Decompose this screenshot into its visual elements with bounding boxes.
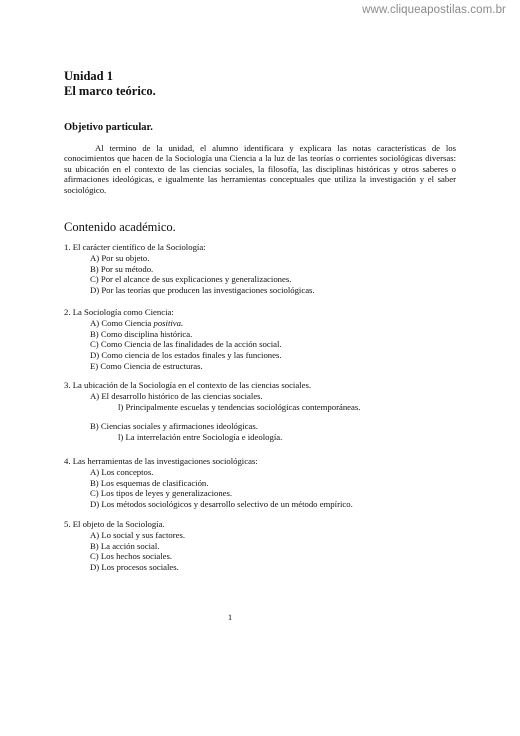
objective-paragraph: Al termino de la unidad, el alumno identificara y explicara las notas características de los conocimientos que hacen de la Sociología una Ciencia a la luz de las teorías o corrientes sociológicas diversas: su ubicación en el contexto de las ciencias sociales, la filosofía, las disciplinas históricas y otros saberes o afirmaciones ideológicas, e igualmente las herramientas conceptuales que utiliza la investigación y el saber sociológico. xyxy=(64,143,456,195)
option-emphasis: positiva. xyxy=(153,317,184,328)
section-question: 3. La ubicación de la Sociología en el contexto de las ciencias sociales. xyxy=(64,380,312,390)
option-text: A) Como Ciencia xyxy=(90,317,152,328)
section-3 xyxy=(64,380,360,443)
list-item: B) La acción social. xyxy=(90,540,160,551)
list-item: D) Por las teorías que producen las investigaciones sociológicas. xyxy=(90,285,315,296)
section-question: 5. El objeto de la Sociología. xyxy=(64,519,165,529)
objective-heading: Objetivo particular. xyxy=(64,122,153,133)
list-item: A) Los conceptos. xyxy=(90,466,154,477)
unit-title xyxy=(64,69,156,99)
section-5 xyxy=(64,519,185,573)
section-1 xyxy=(64,242,315,296)
list-item: C) Como Ciencia de las finalidades de la acción social. xyxy=(90,339,282,350)
list-item: A) Por su objeto. xyxy=(90,252,150,263)
unit-number: Unidad 1 xyxy=(64,69,113,83)
section-question: 2. La Sociología como Ciencia: xyxy=(64,307,174,317)
section-question: 1. El carácter científico de la Sociología: xyxy=(64,242,206,252)
list-item: B) Como disciplina histórica. xyxy=(90,328,193,339)
list-item: E) Como Ciencia de estructuras. xyxy=(90,360,203,371)
list-item: C) Los hechos sociales. xyxy=(90,551,173,562)
list-item: B) Los esquemas de clasificación. xyxy=(90,477,209,488)
list-subitem: l) Principalmente escuelas y tendencias sociológicas contemporáneas. xyxy=(118,401,361,412)
page-number: 1 xyxy=(227,612,233,622)
list-item: D) Los métodos sociológicos y desarrollo selectivo de un método empírico. xyxy=(90,499,353,510)
list-item: A) El desarrollo histórico de las ciencias sociales. xyxy=(90,390,263,401)
list-item: C) Los tipos de leyes y generalizaciones. xyxy=(90,488,233,499)
list-item: B) Ciencias sociales y afirmaciones ideológicas. xyxy=(90,421,258,432)
list-subitem: l) La interrelación entre Sociología e ideología. xyxy=(118,432,283,443)
list-item: B) Por su método. xyxy=(90,263,154,274)
list-item: D) Los procesos sociales. xyxy=(90,562,179,573)
section-question: 4. Las herramientas de las investigaciones sociológicas: xyxy=(64,456,258,466)
watermark-url: www.cliqueapostilas.com.br xyxy=(362,4,506,16)
section-2 xyxy=(64,307,282,372)
list-item: D) Como ciencia de los estados finales y las funciones. xyxy=(90,350,282,361)
unit-subtitle: El marco teórico. xyxy=(64,84,156,98)
section-4 xyxy=(64,456,353,510)
list-item: A) Lo social y sus factores. xyxy=(90,529,186,540)
content-heading: Contenido académico. xyxy=(64,220,176,234)
list-item: C) Por el alcance de sus explicaciones y generalizaciones. xyxy=(90,274,292,285)
list-item xyxy=(64,318,282,329)
